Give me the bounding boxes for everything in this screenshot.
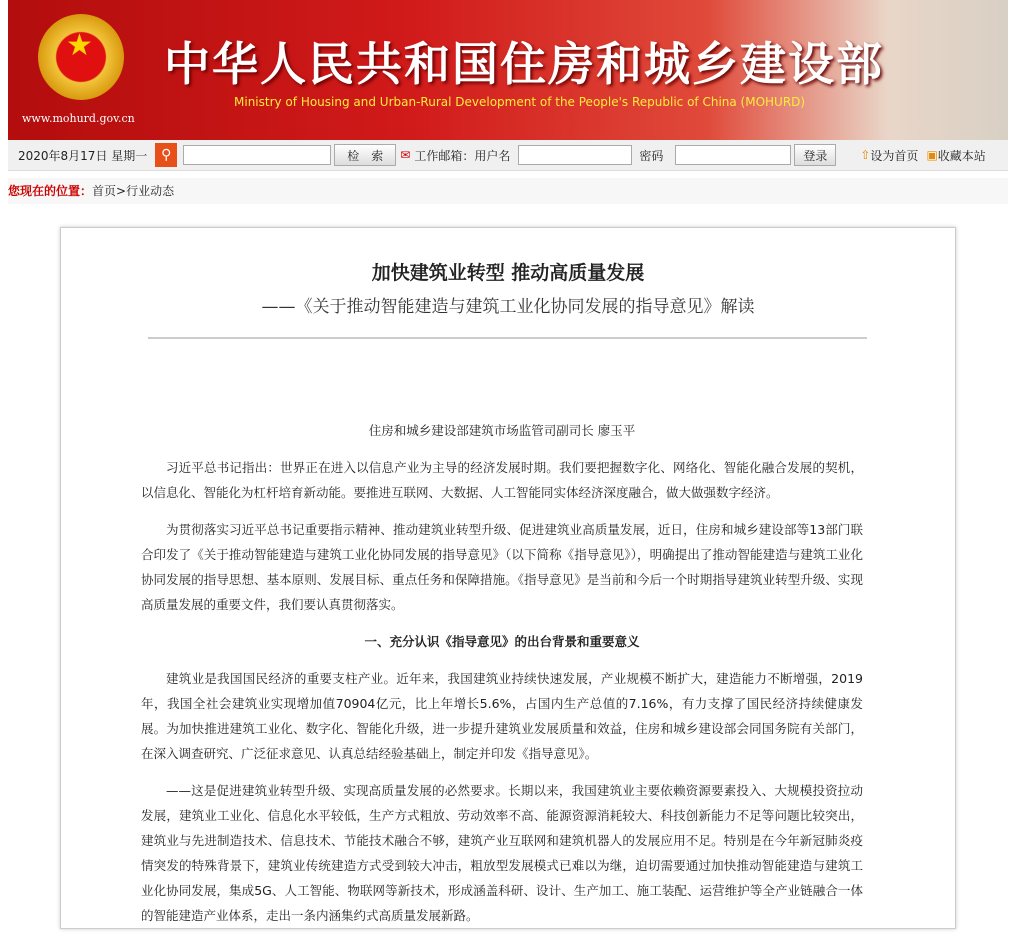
password-input[interactable] — [675, 145, 791, 165]
national-emblem-icon: ★ — [38, 14, 124, 100]
paragraph: 习近平总书记指出：世界正在进入以信息产业为主导的经济发展时期。我们要把握数字化、网络化、智能化融合发展的契机，以信息化、智能化为杠杆培育新动能。要推进互联网、大数据、人工智能同实体经济深度融合，做大做强数字经济。 — [141, 460, 863, 500]
article-body — [141, 418, 863, 940]
breadcrumb-home[interactable]: 首页 — [92, 184, 117, 198]
set-home-link[interactable]: 设为首页 — [870, 148, 919, 163]
date-text: 2020年8月17日 星期一 — [18, 148, 148, 163]
search-icon[interactable]: ⚲ — [155, 143, 177, 167]
login-button[interactable]: 登录 — [794, 144, 836, 166]
breadcrumb-label: 您现在的位置： — [8, 184, 93, 198]
breadcrumb-current[interactable]: 行业动态 — [126, 184, 175, 198]
paragraph: 为贯彻落实习近平总书记重要指示精神、推动建筑业转型升级、促进建筑业高质量发展，近日，住房和城乡建设部等13部门联合印发了《关于推动智能建造与建筑工业化协同发展的指导意见》（以下简称《指导意见》），明确提出了推动智能建造与建筑工业化协同发展的指导思想、基本原则、发展目标、重点任务和保障措施。《指导意见》是当前和今后一个时期指导建筑业转型升级、实现高质量发展的重要文件，我们要认真贯彻落实。 — [141, 522, 863, 612]
bookmark-link[interactable]: 收藏本站 — [937, 148, 986, 163]
rss-icon: ▣ — [926, 148, 938, 162]
search-button[interactable]: 检 索 — [334, 144, 396, 166]
article-container — [60, 227, 956, 929]
site-title-en: Ministry of Housing and Urban-Rural Development of the People's Republic of China (MOHURD) — [234, 95, 806, 109]
paragraph: ——这是促进建筑业转型升级、实现高质量发展的必然要求。长期以来，我国建筑业主要依赖资源要素投入、大规模投资拉动发展，建筑业工业化、信息化水平较低，生产方式粗放、劳动效率不高、能源资源消耗较大、科技创新能力不足等问题比较突出，建筑业与先进制造技术、信息技术、节能技术融合不够，建筑产业互联网和建筑机器人的发展应用不足。特别是在今年新冠肺炎疫情突发的特殊背景下，建筑业传统建造方式受到较大冲击，粗放型发展模式已难以为继，迫切需要通过加快推动智能建造与建筑工业化协同发展，集成5G、人工智能、物联网等新技术，形成涵盖科研、设计、生产加工、施工装配、运营维护等全产业链融合一体的智能建造产业体系，走出一条内涵集约式高质量发展新路。 — [141, 783, 863, 923]
article-subtitle: ——《关于推动智能建造与建筑工业化协同发展的指导意见》解读 — [261, 297, 755, 317]
breadcrumb-separator: > — [116, 184, 127, 198]
toolbar — [8, 140, 1008, 171]
divider — [148, 337, 867, 339]
mail-label: 工作邮箱：用户名 — [414, 148, 511, 163]
site-url: www.mohurd.gov.cn — [22, 112, 135, 125]
home-arrow-icon: ⇧ — [860, 148, 871, 162]
article-title: 加快建筑业转型 推动高质量发展 — [371, 262, 645, 284]
username-input[interactable] — [518, 145, 632, 165]
site-title: 中华人民共和国住房和城乡建设部 — [164, 37, 884, 91]
site-banner — [8, 0, 1008, 140]
breadcrumb — [8, 178, 1008, 204]
paragraph: 建筑业是我国国民经济的重要支柱产业。近年来，我国建筑业持续快速发展，产业规模不断扩大，建造能力不断增强，2019年，我国全社会建筑业实现增加值70904亿元，比上年增长5.6%，占国内生产总值的7.16%，有力支撑了国民经济持续健康发展。为加快推进建筑工业化、数字化、智能化升级，进一步提升建筑业发展质量和效益，住房和城乡建设部会同国务院有关部门，在深入调查研究、广泛征求意见、认真总结经验基础上，制定并印发《指导意见》。 — [141, 671, 863, 761]
section-heading: 一、充分认识《指导意见》的出台背景和重要意义 — [364, 634, 640, 649]
article-author: 住房和城乡建设部建筑市场监管司副司长 廖玉平 — [368, 423, 636, 438]
search-input[interactable] — [183, 145, 331, 165]
mail-icon: ✉ — [400, 148, 411, 162]
password-label: 密码 — [639, 148, 664, 163]
